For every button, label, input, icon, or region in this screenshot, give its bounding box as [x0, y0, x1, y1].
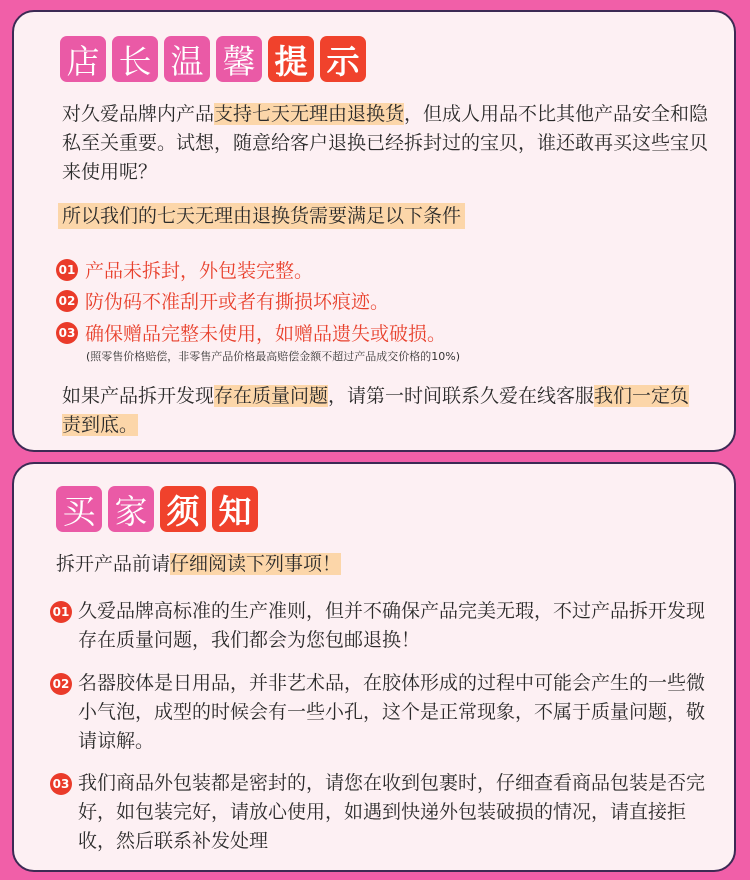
notice-item	[50, 769, 710, 856]
store-notice-card	[12, 10, 736, 452]
closing-text: 如果产品拆开发现	[62, 385, 215, 407]
title-char: 须	[160, 486, 206, 532]
condition-text: 产品未拆封，外包装完整。	[85, 260, 314, 282]
condition-item	[56, 256, 313, 283]
number-badge: 02	[56, 290, 78, 312]
number-badge: 02	[50, 673, 72, 695]
title-char: 提	[268, 36, 314, 82]
condition-text: 防伪码不准刮开或者有撕损坏痕迹。	[85, 291, 390, 313]
notice-text: 久爱品牌高标准的生产准则，但并不确保产品完美无瑕，不过产品拆开发现存在质量问题，我们都会为您包邮退换！	[78, 600, 706, 651]
condition-item	[56, 287, 389, 314]
title-char: 示	[320, 36, 366, 82]
buyer-notice-card	[12, 462, 736, 872]
compensation-note: (照零售价格赔偿，非零售产品价格最高赔偿金额不超过产品成交价格的10%)	[86, 350, 461, 363]
notice-text: 我们商品外包装都是密封的，请您在收到包裹时，仔细查看商品包装是否完好，如包装完好，请放心使用，如遇到快递外包装破损的情况，请直接拒收，然后联系补发处理	[78, 772, 706, 852]
number-badge: 03	[56, 322, 78, 344]
store-notice-title	[60, 36, 366, 82]
closing-highlight: 存在质量问题	[214, 385, 329, 407]
buyer-intro	[56, 550, 341, 579]
title-char: 买	[56, 486, 102, 532]
title-char: 温	[164, 36, 210, 82]
condition-heading-text: 所以我们的七天无理由退换货需要满足以下条件	[58, 203, 465, 229]
intro-text: 对久爱品牌内产品	[62, 103, 215, 125]
title-char: 长	[112, 36, 158, 82]
title-char: 馨	[216, 36, 262, 82]
buyer-notice-title	[56, 486, 258, 532]
number-badge: 01	[50, 601, 72, 623]
intro-highlight: 支持七天无理由退换货	[214, 103, 405, 125]
condition-text: 确保赠品完整未使用，如赠品遗失或破损。	[85, 323, 447, 345]
return-policy-intro	[62, 100, 710, 187]
buyer-intro-highlight: 仔细阅读下列事项！	[170, 553, 342, 575]
condition-item	[56, 319, 446, 346]
intro-text-rest: ，但成人用品不比其他产品安全和隐私至关重要。试想，随意给客户退换已经拆封过的宝贝，谁还敢再买这些宝贝来使用呢？	[62, 103, 709, 183]
notice-text: 名器胶体是日用品，并非艺术品，在胶体形成的过程中可能会产生的一些微小气泡，成型的时候会有一些小孔，这个是正常现象，不属于质量问题，敬请谅解。	[78, 672, 706, 752]
closing-statement	[62, 382, 698, 440]
buyer-intro-text: 拆开产品前请	[56, 553, 171, 575]
number-badge: 03	[50, 773, 72, 795]
number-badge: 01	[56, 259, 78, 281]
condition-heading	[58, 202, 465, 231]
title-char: 店	[60, 36, 106, 82]
title-char: 家	[108, 486, 154, 532]
closing-text-mid: ，请第一时间联系久爱在线客服	[328, 385, 595, 407]
closing-highlight: 我们一定负责到底。	[62, 385, 690, 436]
notice-item	[50, 669, 710, 756]
notice-item	[50, 597, 710, 655]
title-char: 知	[212, 486, 258, 532]
